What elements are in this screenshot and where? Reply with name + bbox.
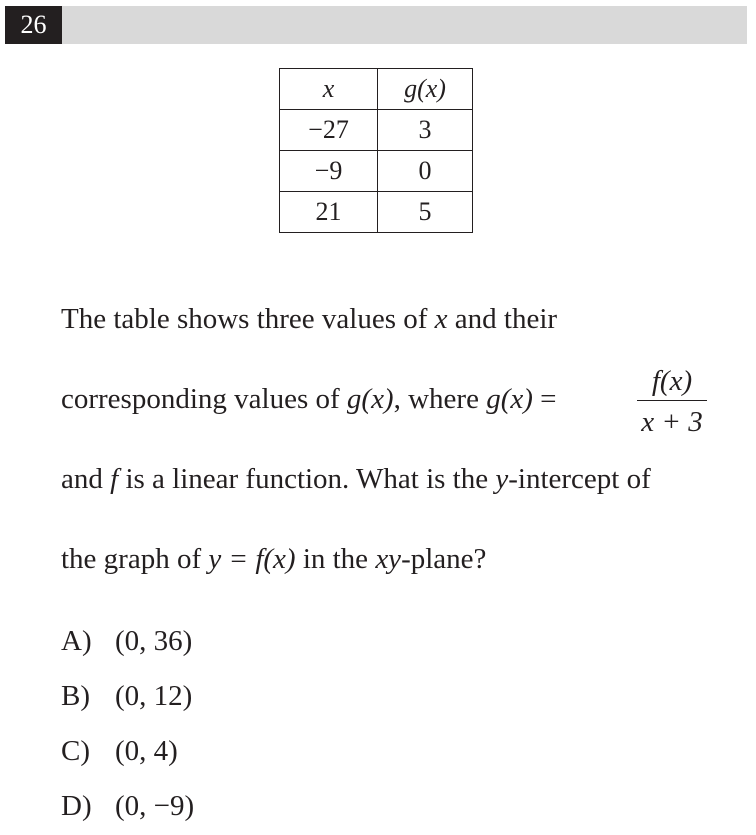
answer-choice-c[interactable] — [61, 735, 178, 768]
prompt-line-4 — [61, 543, 741, 576]
table-cell-gx: 5 — [378, 192, 473, 233]
question-number: 26 — [5, 6, 62, 44]
table-cell-gx: 0 — [378, 151, 473, 192]
choice-value: (0, −9) — [115, 790, 195, 822]
prompt-text: the graph of — [61, 543, 209, 575]
prompt-function: g(x) — [486, 383, 533, 415]
table-cell-x: −9 — [280, 151, 378, 192]
equals-sign: = — [532, 383, 557, 415]
prompt-variable: xy — [375, 543, 402, 575]
prompt-variable: x — [434, 303, 448, 335]
prompt-equation: y = f(x) — [208, 543, 296, 575]
question-header-bar — [5, 6, 747, 44]
choice-letter: D) — [61, 790, 92, 822]
prompt-text: , where — [393, 383, 487, 415]
prompt-text: is a linear function. What is the — [118, 463, 496, 495]
prompt-variable: y — [495, 463, 509, 495]
values-table — [279, 68, 473, 233]
answer-choice-a[interactable] — [61, 625, 192, 658]
prompt-text: -intercept of — [508, 463, 651, 495]
prompt-variable: f — [110, 463, 119, 495]
prompt-line-1 — [61, 303, 741, 336]
prompt-text: and — [61, 463, 111, 495]
answer-choice-d[interactable] — [61, 790, 194, 823]
prompt-line-3 — [61, 463, 741, 496]
table-row — [280, 192, 473, 233]
prompt-text: in the — [295, 543, 376, 575]
answer-choice-b[interactable] — [61, 680, 192, 713]
table-row — [280, 151, 473, 192]
prompt-text: The table shows three values of — [61, 303, 435, 335]
choice-value: (0, 12) — [115, 680, 193, 712]
fraction-denominator: x + 3 — [641, 406, 703, 438]
table-header-gx: g(x) — [378, 69, 473, 110]
choice-value: (0, 36) — [115, 625, 193, 657]
table-cell-x: −27 — [280, 110, 378, 151]
table-cell-gx: 3 — [378, 110, 473, 151]
prompt-text: corresponding values of — [61, 383, 347, 415]
choice-letter: A) — [61, 625, 92, 657]
table-cell-x: 21 — [280, 192, 378, 233]
choice-letter: C) — [61, 735, 90, 767]
choice-value: (0, 4) — [115, 735, 178, 767]
fraction-numerator: f(x) — [637, 362, 707, 401]
prompt-text: and their — [447, 303, 558, 335]
table-header-row — [280, 69, 473, 110]
prompt-text: -plane? — [401, 543, 487, 575]
table-row — [280, 110, 473, 151]
prompt-function: g(x) — [346, 383, 394, 415]
fraction — [637, 362, 707, 441]
choice-letter: B) — [61, 680, 90, 712]
table-header-x: x — [280, 69, 378, 110]
